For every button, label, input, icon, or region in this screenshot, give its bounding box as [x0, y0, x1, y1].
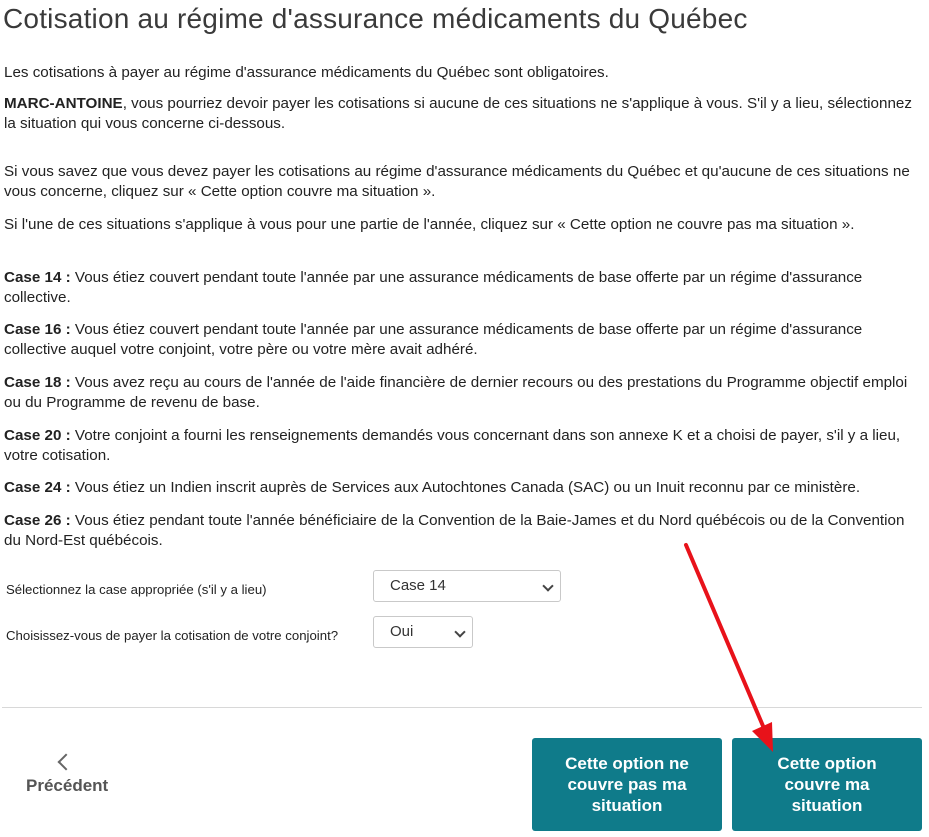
option-not-covers-button[interactable] — [532, 738, 722, 831]
case-16-text — [4, 320, 922, 360]
arrow-shaft — [686, 545, 763, 726]
option-not-covers-label: Cette option ne couvre pas ma situation — [565, 754, 689, 815]
intro-option-covers-text: Si vous savez que vous devez payer les cotisations au régime d'assurance médicaments du Québec et qu'aucune de ces situations ne vous concerne, cliquez sur « Cette option couvre ma situation ». — [4, 163, 910, 200]
option-covers-button[interactable] — [732, 738, 922, 831]
spouse-select-value: Oui — [390, 623, 414, 640]
case-select-label: Sélectionnez la case appropriée (s'il y a lieu) — [6, 582, 267, 597]
case-18-text — [4, 373, 922, 413]
page-title: Cotisation au régime d'assurance médicaments du Québec — [3, 3, 748, 34]
case-26-text — [4, 511, 922, 551]
chevron-down-icon — [542, 580, 553, 591]
case-14-text — [4, 268, 922, 308]
case-description: Vous étiez couvert pendant toute l'année par une assurance médicaments de base offerte par un régime d'assurance collective auquel votre conjoint, votre père ou votre mère avait adhéré. — [4, 321, 863, 358]
case-label: Case 20 : — [4, 427, 71, 444]
case-label: Case 24 : — [4, 479, 71, 496]
divider — [2, 707, 922, 708]
option-covers-label: Cette option couvre ma situation — [777, 754, 877, 815]
case-label: Case 26 : — [4, 512, 71, 529]
spouse-select-label: Choisissez-vous de payer la cotisation de votre conjoint? — [6, 628, 339, 643]
case-24-text — [4, 478, 922, 498]
case-select-value: Case 14 — [390, 577, 446, 594]
case-label: Case 16 : — [4, 321, 71, 338]
case-description: Vous étiez pendant toute l'année bénéficiaire de la Convention de la Baie-James et du Nord québécois ou de la Convention du Nord-Est québécois. — [4, 512, 905, 549]
case-description: Vous avez reçu au cours de l'année de l'aide financière de dernier recours ou des prestations du Programme objectif emploi ou du Programme de revenu de base. — [4, 374, 908, 411]
case-20-text — [4, 426, 922, 466]
intro-option-not-covers-text: Si l'une de ces situations s'applique à vous pour une partie de l'année, cliquez sur « Cette option ne couvre pas ma situation ». — [4, 216, 855, 233]
case-label: Case 18 : — [4, 374, 71, 391]
case-description: Vous étiez un Indien inscrit auprès de Services aux Autochtones Canada (SAC) ou un Inuit reconnu par ce ministère. — [70, 479, 861, 496]
case-description: Votre conjoint a fourni les renseignements demandés vous concernant dans son annexe K et a choisi de payer, s'il y a lieu, votre cotisation. — [4, 427, 901, 464]
intro-mandatory-text: Les cotisations à payer au régime d'assurance médicaments du Québec sont obligatoires. — [4, 64, 609, 81]
back-label: Précédent — [26, 776, 109, 795]
case-label: Case 14 : — [4, 269, 71, 286]
intro-name-text — [4, 94, 922, 134]
intro-name-rest: , vous pourriez devoir payer les cotisations si aucune de ces situations ne s'applique à vous. S'il y a lieu, sélectionnez la situation qui vous concerne ci-dessous. — [4, 95, 912, 132]
chevron-down-icon — [454, 626, 465, 637]
case-description: Vous étiez couvert pendant toute l'année par une assurance médicaments de base offerte par un régime d'assurance collective. — [4, 269, 863, 306]
case-select[interactable] — [373, 570, 561, 602]
spouse-payment-select[interactable] — [373, 616, 473, 648]
chevron-left-icon — [58, 754, 75, 771]
user-name: MARC-ANTOINE — [4, 95, 123, 112]
